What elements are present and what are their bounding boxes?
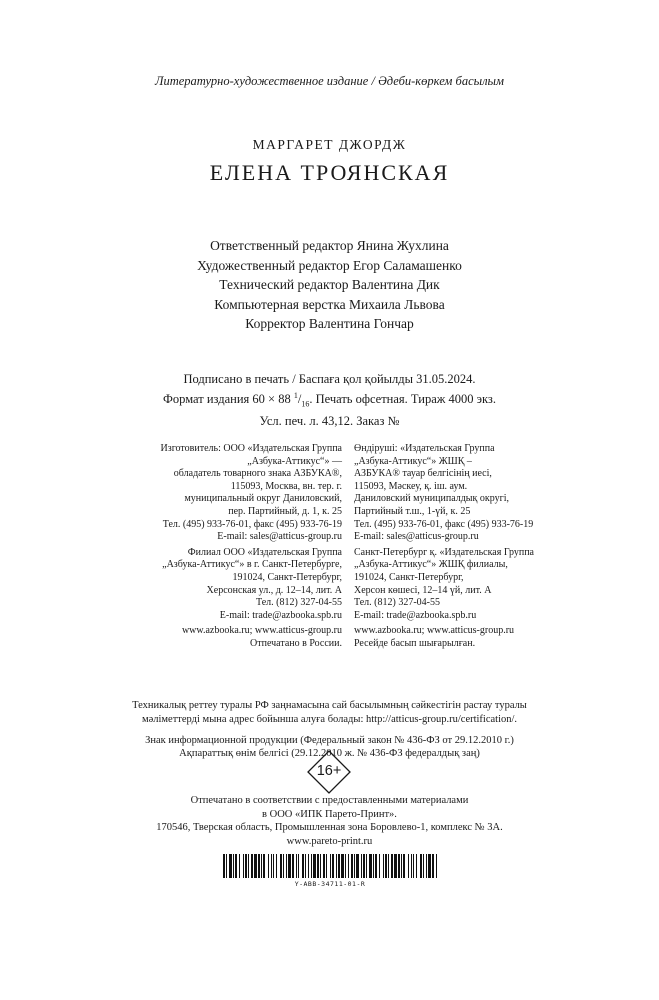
text-line: Партийный т.ш., 1-үй, к. 25 <box>354 505 471 517</box>
text-line: 115093, Москва, вн. тер. г. <box>230 480 342 492</box>
credit-line: Ответственный редактор Янина Жухлина <box>210 238 449 253</box>
format-frac-den: 16 <box>301 399 310 409</box>
text-line: „Азбука-Аттикус“» ЖШҚ филиалы, <box>354 559 508 571</box>
manufacturer-block <box>354 443 614 544</box>
age-rating: 16+ <box>316 763 342 779</box>
text-line: Тел. (495) 933-76-01, факс (495) 933-76-19 <box>354 518 534 530</box>
text-line: АЗБУКА® тауар белгісінің иесі, <box>354 468 492 480</box>
text-line: „Азбука-Аттикус“» — <box>247 455 342 467</box>
book-title: ЕЛЕНА ТРОЯНСКАЯ <box>209 160 450 185</box>
text-line: E-mail: sales@atticus-group.ru <box>354 531 479 543</box>
format-frac-num: 1 <box>293 390 298 400</box>
websites-block <box>354 625 614 650</box>
printer-info <box>0 794 659 848</box>
signed-date: Подписано в печать / Баспаға қол қойылды 31.05.2024. <box>183 372 476 386</box>
format-prefix: Формат издания 60 × 88 <box>163 391 294 406</box>
text-line: 191024, Санкт-Петербург, <box>232 571 342 583</box>
barcode-icon <box>223 854 437 878</box>
text-line: Тел. (812) 327-04-55 <box>256 597 342 609</box>
text-line: в ООО «ИПК Парето-Принт». <box>262 808 397 820</box>
certification-note <box>0 699 659 726</box>
series-line: Литературно-художественное издание / Әдеби-көркем басылым <box>155 74 504 88</box>
text-line: муниципальный округ Даниловский, <box>184 493 342 505</box>
text-line: www.pareto-print.ru <box>286 835 373 847</box>
text-line: Отпечатано в соответствии с предоставленными материалами <box>190 795 469 806</box>
text-line: www.azbooka.ru; www.atticus-group.ru <box>181 625 342 637</box>
text-line: мәліметтерді мына адрес бойынша алуға болады: http://atticus-group.ru/certification/. <box>141 713 518 725</box>
author-name: МАРГАРЕТ ДЖОРДЖ <box>252 137 407 152</box>
text-line: www.azbooka.ru; www.atticus-group.ru <box>354 625 515 637</box>
credits-block <box>0 236 659 334</box>
text-line: пер. Партийный, д. 1, к. 25 <box>228 505 342 517</box>
text-line: E-mail: trade@azbooka.spb.ru <box>219 609 342 621</box>
barcode-label: Y-ABB-34711-01-R <box>294 880 366 888</box>
text-line: Знак информационной продукции (Федеральный закон № 436-ФЗ от 29.12.2010 г.) <box>145 735 514 746</box>
text-line: 170546, Тверская область, Промышленная зона Боровлево-1, комплекс № 3А. <box>156 822 503 834</box>
text-line: Тел. (812) 327-04-55 <box>354 597 440 609</box>
print-info <box>0 371 659 429</box>
text-line: Филиал ООО «Издательская Группа <box>187 546 342 558</box>
format-suffix: . Печать офсетная. Тираж 4000 экз. <box>309 391 496 406</box>
text-line: E-mail: sales@atticus-group.ru <box>217 531 342 543</box>
text-line: „Азбука-Аттикус“» ЖШҚ – <box>354 455 472 467</box>
text-line: Тел. (495) 933-76-01, факс (495) 933-76-19 <box>162 518 342 530</box>
text-line: Санкт-Петербург қ. «Издательская Группа <box>354 546 534 558</box>
publisher-info-kz <box>354 443 614 654</box>
sheets-line: Усл. печ. л. 43,12. Заказ № <box>259 413 400 428</box>
text-line: Херсон көшесі, 12–14 үй, лит. А <box>354 584 492 596</box>
format-line <box>0 388 659 413</box>
text-line: 191024, Санкт-Петербург, <box>354 571 464 583</box>
text-line: Ресейде басып шығарылған. <box>354 637 476 649</box>
format-frac-sep: / <box>297 391 302 406</box>
text-line: Ақпараттық өнім белгісі (29.12.2010 ж. № 436-ФЗ федералдық заң) <box>179 748 480 759</box>
branch-block <box>354 547 614 623</box>
text-line: Изготовитель: ООО «Издательская Группа <box>160 443 342 454</box>
text-line: обладатель товарного знака АЗБУКА®, <box>173 468 342 480</box>
text-line: Даниловский муниципалдық округі, <box>354 493 509 505</box>
credit-line: Компьютерная верстка Михаила Львова <box>214 296 445 312</box>
branch-block <box>60 547 342 623</box>
websites-block <box>60 625 342 650</box>
text-line: Херсонская ул., д. 12–14, лит. А <box>206 584 342 596</box>
text-line: E-mail: trade@azbooka.spb.ru <box>354 609 477 621</box>
text-line: Техникалық реттеу туралы РФ заңнамасына сай басылымның сәйкестігін растау туралы <box>132 700 527 711</box>
credit-line: Технический редактор Валентина Дик <box>219 277 440 293</box>
manufacturer-block <box>60 443 342 544</box>
credit-line: Художественный редактор Егор Саламашенко <box>197 257 462 273</box>
credit-line: Корректор Валентина Гончар <box>245 316 414 332</box>
text-line: Өндіруші: «Издательская Группа <box>354 443 495 454</box>
text-line: „Азбука-Аттикус“» в г. Санкт-Петербурге, <box>162 559 342 571</box>
text-line: Отпечатано в России. <box>250 637 342 649</box>
text-line: 115093, Мәскеу, қ. іш. аум. <box>354 480 468 492</box>
publisher-info-ru <box>60 443 342 654</box>
